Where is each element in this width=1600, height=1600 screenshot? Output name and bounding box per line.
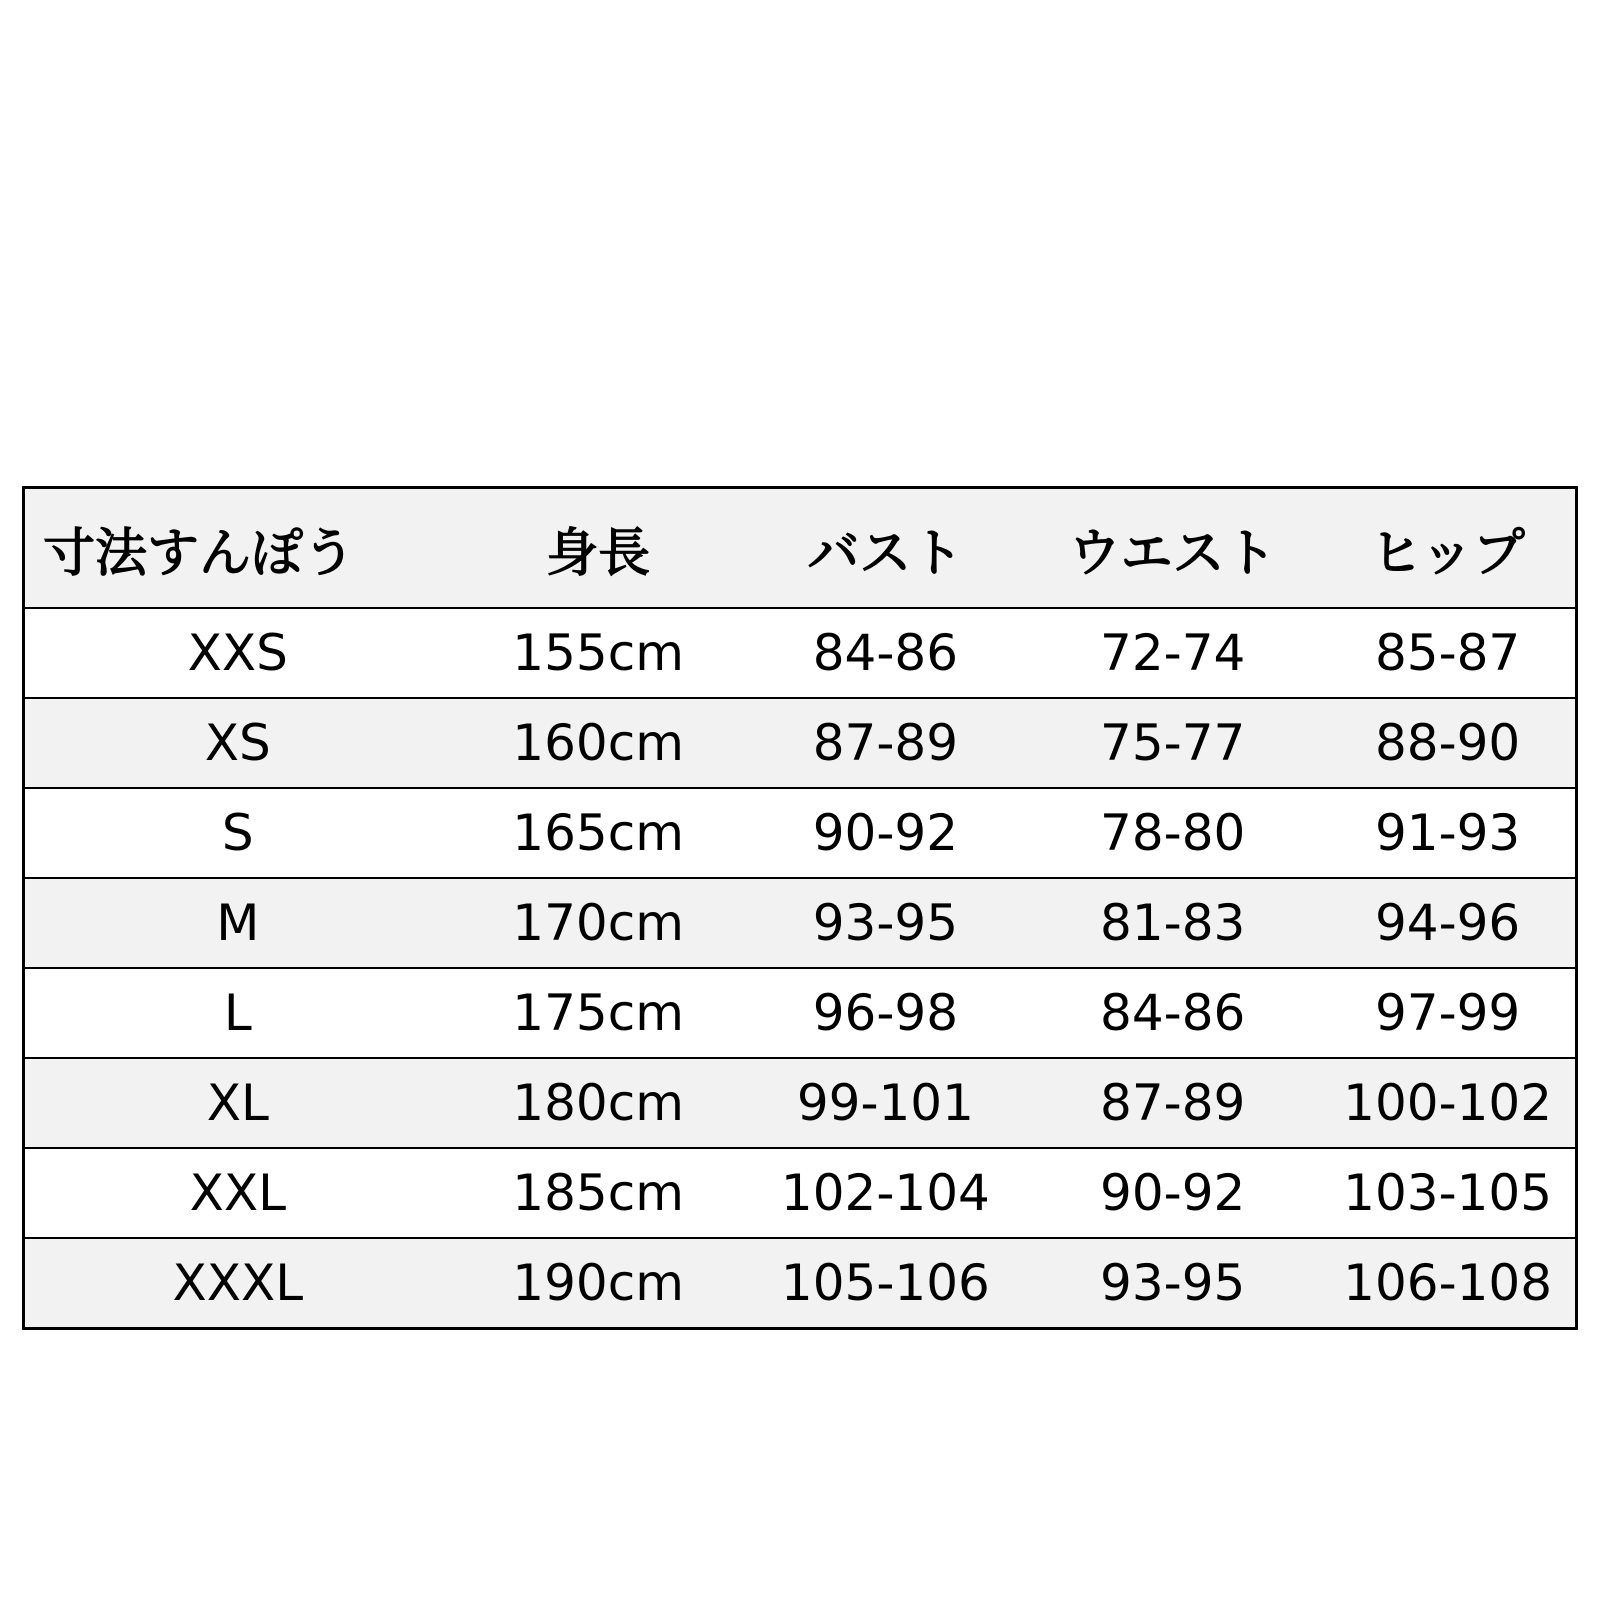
cell-hip: 91-93 [1320,788,1576,878]
table-row [24,1148,1577,1238]
table-row [24,1058,1577,1148]
table-body [24,608,1577,1329]
cell-hip: 106-108 [1320,1238,1576,1329]
cell-hip: 85-87 [1320,608,1576,698]
table-row [24,698,1577,788]
column-header-hip: ヒップ [1320,488,1576,609]
size-chart-table [22,486,1578,1330]
cell-bust: 102-104 [746,1148,1026,1238]
cell-height: 180cm [451,1058,746,1148]
column-header-waist: ウエスト [1025,488,1320,609]
table-row [24,1238,1577,1329]
cell-bust: 84-86 [746,608,1026,698]
cell-waist: 75-77 [1025,698,1320,788]
cell-height: 165cm [451,788,746,878]
cell-bust: 105-106 [746,1238,1026,1329]
cell-waist: 87-89 [1025,1058,1320,1148]
cell-bust: 93-95 [746,878,1026,968]
cell-bust: 87-89 [746,698,1026,788]
cell-height: 160cm [451,698,746,788]
cell-size: XS [24,698,451,788]
cell-bust: 90-92 [746,788,1026,878]
cell-waist: 93-95 [1025,1238,1320,1329]
cell-waist: 78-80 [1025,788,1320,878]
cell-bust: 99-101 [746,1058,1026,1148]
table-row [24,788,1577,878]
table-row [24,968,1577,1058]
cell-size: XL [24,1058,451,1148]
cell-size: XXL [24,1148,451,1238]
cell-size: L [24,968,451,1058]
cell-hip: 88-90 [1320,698,1576,788]
cell-height: 190cm [451,1238,746,1329]
cell-hip: 97-99 [1320,968,1576,1058]
column-header-bust: バスト [746,488,1026,609]
cell-hip: 100-102 [1320,1058,1576,1148]
cell-bust: 96-98 [746,968,1026,1058]
table-row [24,878,1577,968]
column-header-size: 寸法すんぽう [24,488,451,609]
cell-waist: 72-74 [1025,608,1320,698]
size-chart-container [22,486,1578,1330]
cell-waist: 90-92 [1025,1148,1320,1238]
cell-waist: 81-83 [1025,878,1320,968]
cell-size: S [24,788,451,878]
cell-height: 155cm [451,608,746,698]
table-row [24,608,1577,698]
cell-hip: 103-105 [1320,1148,1576,1238]
table-header-row [24,488,1577,609]
column-header-height: 身長 [451,488,746,609]
cell-size: XXS [24,608,451,698]
cell-height: 185cm [451,1148,746,1238]
cell-waist: 84-86 [1025,968,1320,1058]
table-header [24,488,1577,609]
cell-size: XXXL [24,1238,451,1329]
cell-hip: 94-96 [1320,878,1576,968]
cell-height: 170cm [451,878,746,968]
cell-height: 175cm [451,968,746,1058]
cell-size: M [24,878,451,968]
